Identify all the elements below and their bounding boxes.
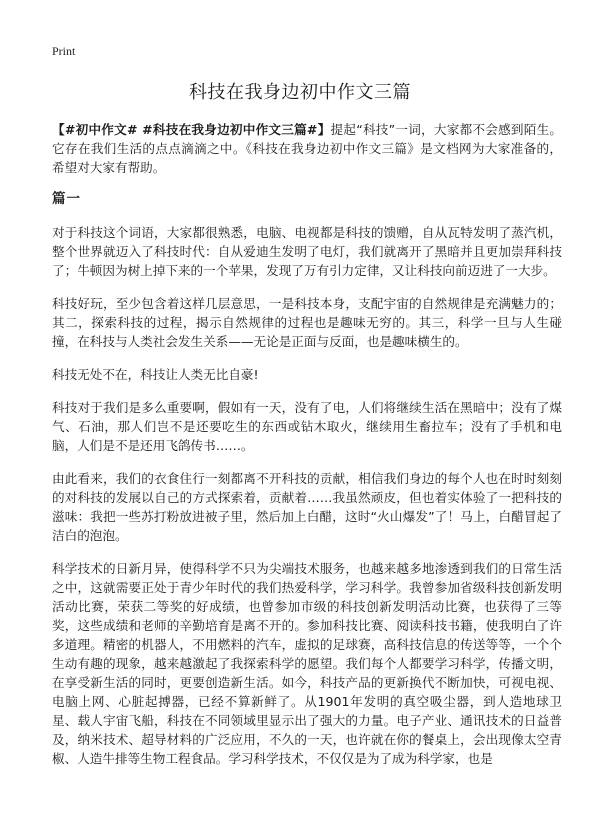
paragraph-5: 由此看来，我们的衣食住行一刻都离不开科技的贡献，相信我们身边的每个人也在时时刻刻的对科技的发展以自己的方式探索着，贡献着……我虽然顽皮，但也着实体验了一把科技的滋味：我把一些苏打粉放进被子里，然后加上白醋，这时“火山爆发”了！马上，白醋冒起了洁白的泡泡。	[52, 471, 562, 543]
paragraph-6: 科学技术的日新月异，使得科学不只为尖端技术服务，也越来越多地渗透到我们的日常生活之中，这就需要正处于青少年时代的我们热爱科学，学习科学。我曾参加省级科技创新发明活动比赛，荣获二等奖的好成绩，也曾参加市级的科技创新发明活动比赛，也获得了三等奖，这些成绩和老师的辛勤培育是离不开的。参加科技比赛、阅读科技书籍，使我明白了许多道理。精密的机器人，不用燃料的汽车，虚拟的足球赛，高科技信息的传送等等，一个个生动有趣的现象，越来越激起了我探索科学的愿望。我们每个人都要学习科学，传播文明，在享受新生活的同时，更要创造新生活。如今，科技产品的更新换代不断加快，可视电视、电脑上网、心脏起搏器，已经不算新鲜了。从1901年发明的真空吸尘器，到人造地球卫星、载人宇宙飞船，科技在不同领域里显示出了强大的力量。电子产业、通讯技术的日益普及，纳米技术、超导材料的广泛应用，不久的一天，也许就在你的餐桌上，会出现像太空青椒、人造牛排等生物工程食品。学习科学技术，不仅仅是为了成为科学家，也是	[52, 561, 562, 766]
print-link[interactable]: Print	[52, 44, 76, 58]
intro-paragraph	[52, 120, 562, 177]
section-heading: 篇一	[52, 191, 81, 207]
intro-tag: 【#初中作文# #科技在我身边初中作文三篇#】	[52, 122, 331, 137]
paragraph-3: 科技无处不在，科技让人类无比自豪!	[52, 367, 259, 382]
article-body	[52, 120, 562, 782]
intro-text: 提起“科技”一词，大家都不会感到陌生。它存在我们生活的点点滴滴之中。《科技在我身边初中作文三篇》是文档网为大家准备的，希望对大家有帮助。	[52, 122, 562, 175]
page-title: 科技在我身边初中作文三篇	[189, 82, 411, 103]
paragraph-2: 科技好玩，至少包含着这样几层意思，一是科技本身，支配宇宙的自然规律是充满魅力的；其二，探索科技的过程，揭示自然规律的过程也是趣味无穷的。其三，科学一旦与人生碰撞，在科技与人类社会发生关系——无论是正面与反面，也是趣味横生的。	[52, 296, 562, 349]
paragraph-1: 对于科技这个词语，大家都很熟悉，电脑、电视都是科技的馈赠，自从瓦特发明了蒸汽机，整个世界就迈入了科技时代：自从爱迪生发明了电灯，我们就离开了黑暗并且更加崇拜科技了；牛顿因为树上掉下来的一个苹果，发现了万有引力定律，又让科技向前迈进了一大步。	[52, 225, 562, 278]
paragraph-4: 科技对于我们是多么重要啊，假如有一天，没有了电，人们将继续生活在黑暗中；没有了煤气、石油，那人们岂不是还要吃生的东西或钻木取火，继续用生畜拉车；没有了手机和电脑，人们是不是还用飞鸽传书……。	[52, 400, 562, 453]
